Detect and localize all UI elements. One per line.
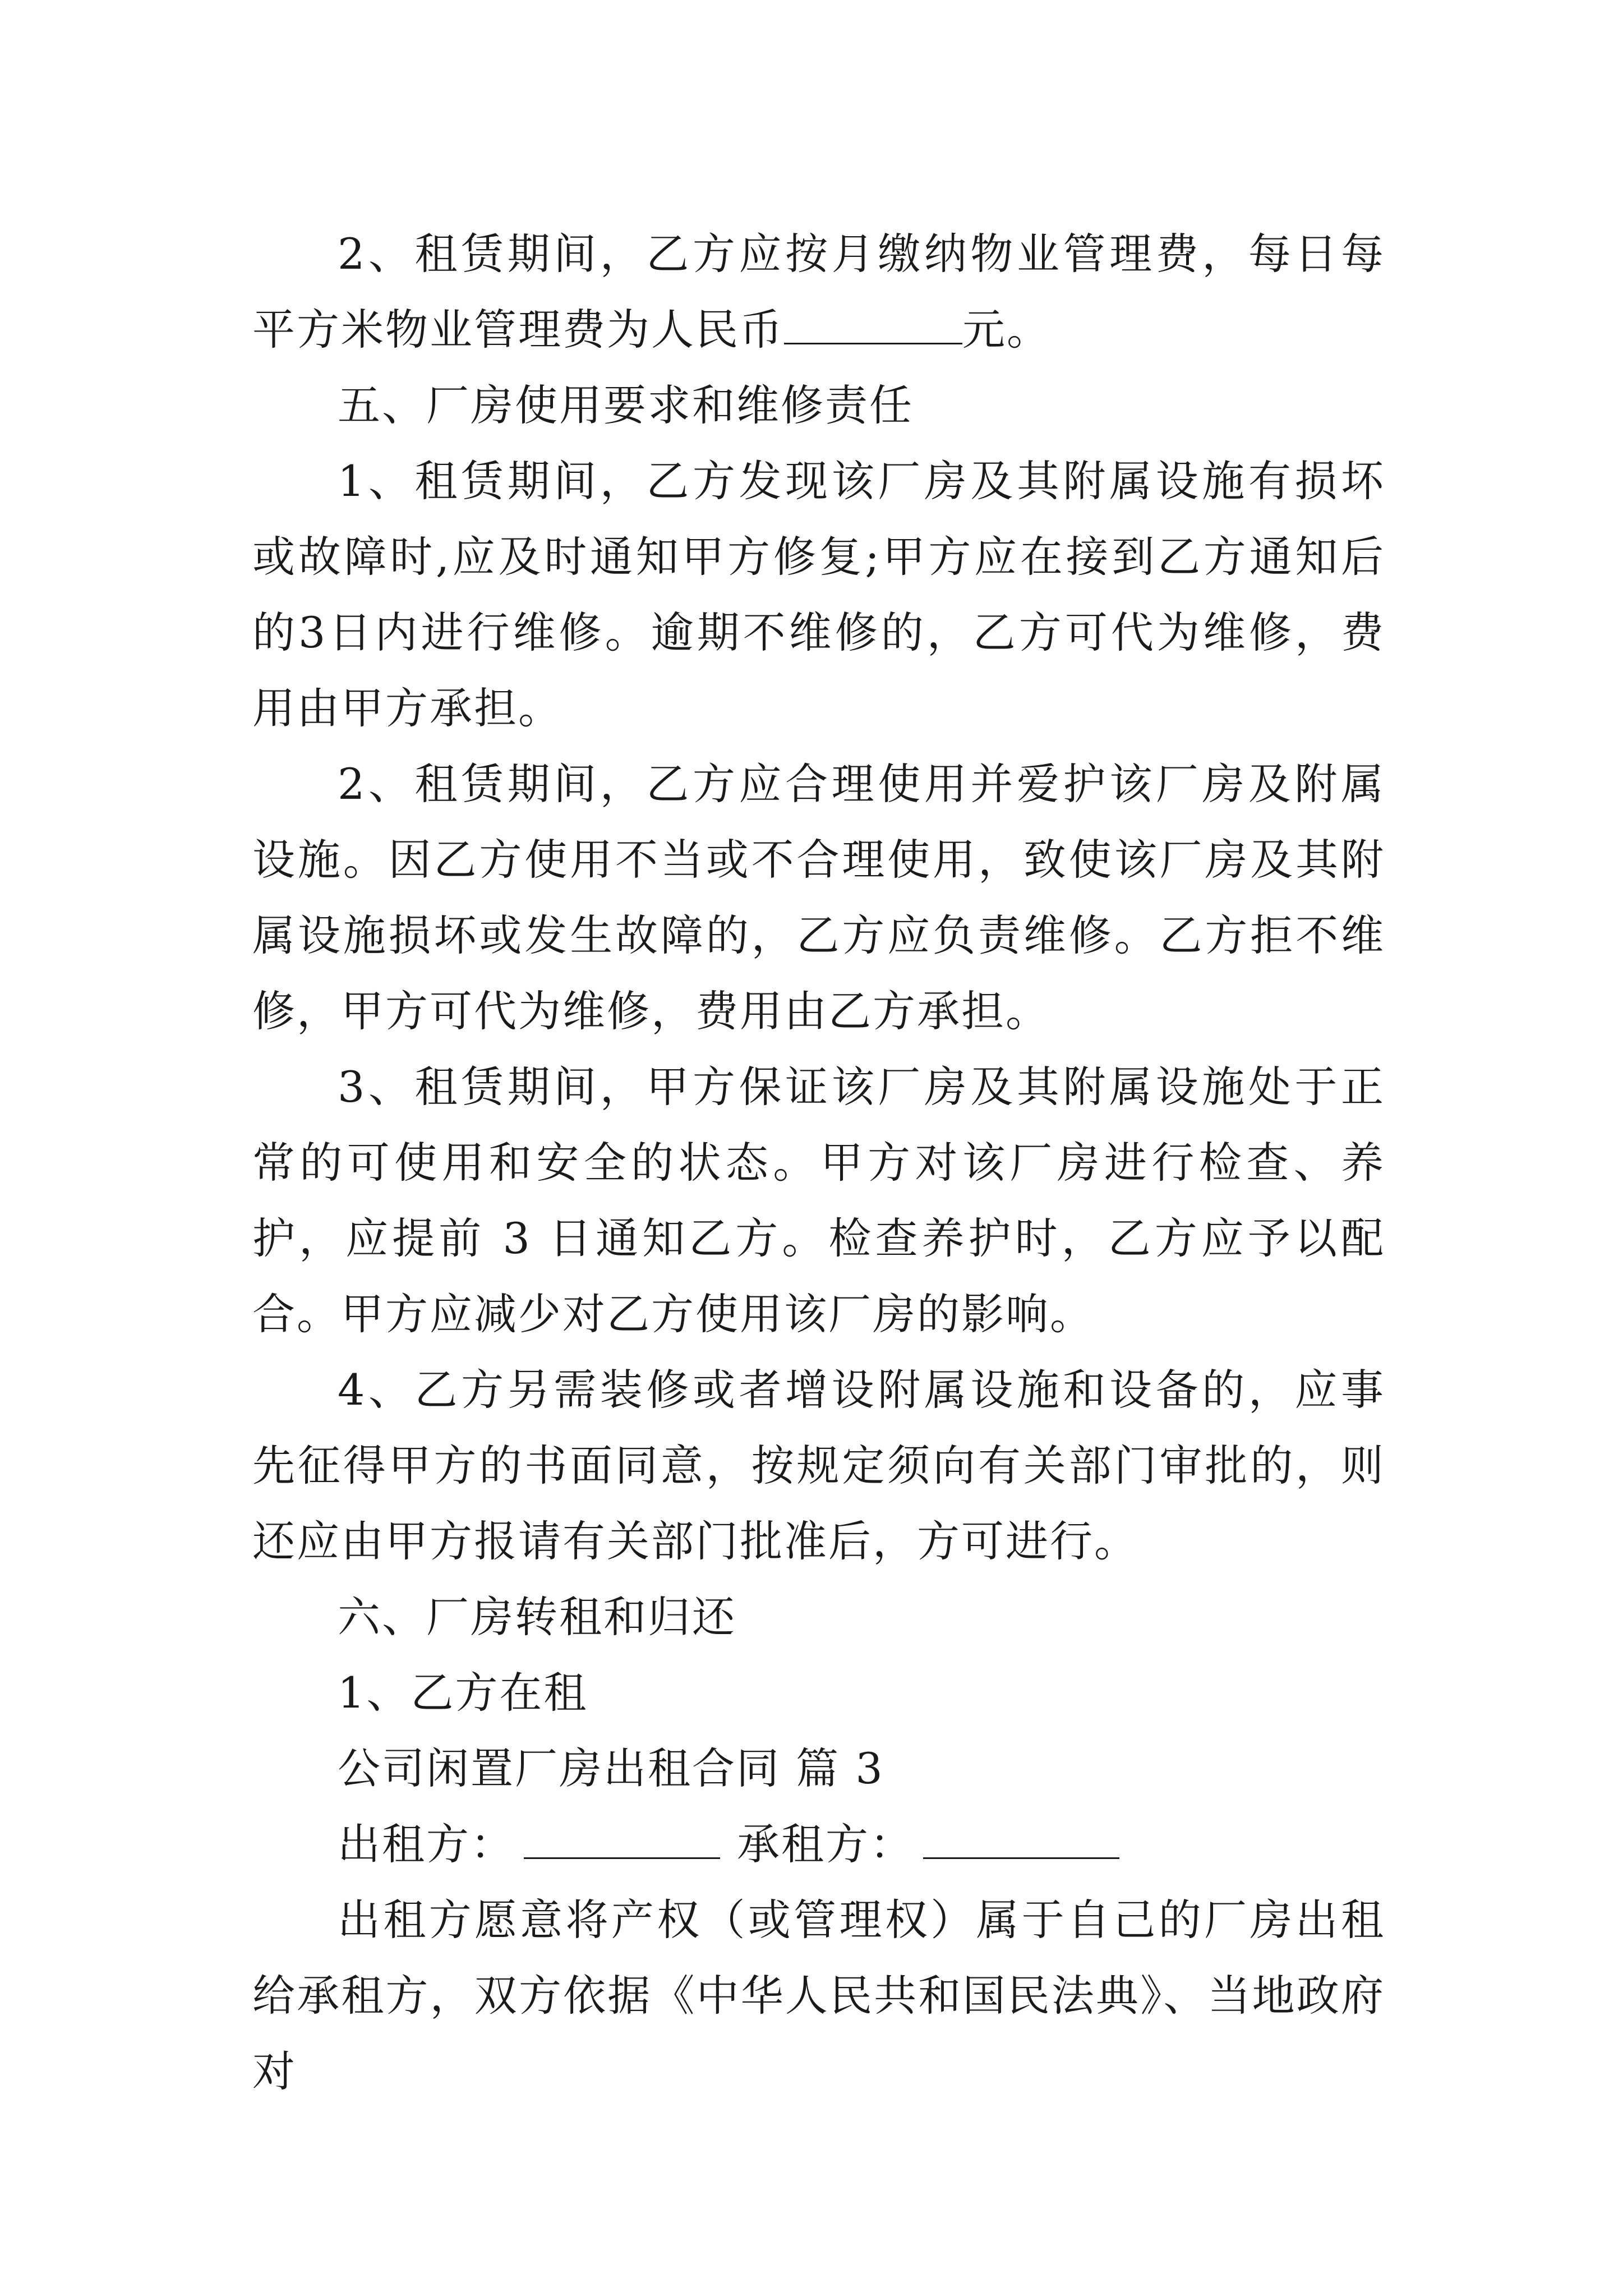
paragraph-intro: 出租方愿意将产权（或管理权）属于自己的厂房出租给承租方，双方依据《中华人民共和国民法典》、当地政府对: [252, 1895, 1385, 2096]
paragraph-text-suffix: 元。: [962, 305, 1051, 355]
document-body: [252, 216, 1385, 2109]
lessee-label: 承租方：: [737, 1819, 914, 1869]
paragraph-truncated: 1、乙方在租: [338, 1668, 588, 1718]
section-heading-sublease: 六、厂房转租和归还: [338, 1592, 736, 1642]
paragraph-clause-1: 1、租赁期间，乙方发现该厂房及其附属设施有损坏或故障时,应及时通知甲方修复;甲方应在接到乙方通知后的3日内进行维修。逾期不维修的，乙方可代为维修，费用由甲方承担。: [252, 456, 1385, 733]
paragraph-text: 2、租赁期间，乙方应按月缴纳物业管理费，每日每平方米物业管理费为人民币: [252, 229, 1385, 355]
paragraph-clause-3: 3、租赁期间，甲方保证该厂房及其附属设施处于正常的可使用和安全的状态。甲方对该厂房进行检查、养护，应提前 3 日通知乙方。检查养护时，乙方应予以配合。甲方应减少对乙方使用该厂房的影响。: [252, 1062, 1385, 1339]
fill-in-blank: [784, 310, 962, 344]
contract-title: 公司闲置厂房出租合同 篇 3: [338, 1743, 884, 1793]
lessee-blank: [923, 1825, 1119, 1859]
parties-line: [252, 1806, 1385, 1882]
lessor-blank: [524, 1825, 720, 1859]
paragraph-clause-2: 2、租赁期间，乙方应合理使用并爱护该厂房及附属设施。因乙方使用不当或不合理使用，致使该厂房及其附属设施损坏或发生故障的，乙方应负责维修。乙方拒不维修，甲方可代为维修，费用由乙方承担。: [252, 759, 1385, 1036]
paragraph-clause-4: 4、乙方另需装修或者增设附属设施和设备的，应事先征得甲方的书面同意，按规定须向有关部门审批的，则还应由甲方报请有关部门批准后，方可进行。: [252, 1365, 1385, 1566]
section-heading-usage: 五、厂房使用要求和维修责任: [338, 380, 914, 430]
paragraph-property-fee: [252, 216, 1385, 367]
lessor-label: 出租方：: [338, 1819, 515, 1869]
